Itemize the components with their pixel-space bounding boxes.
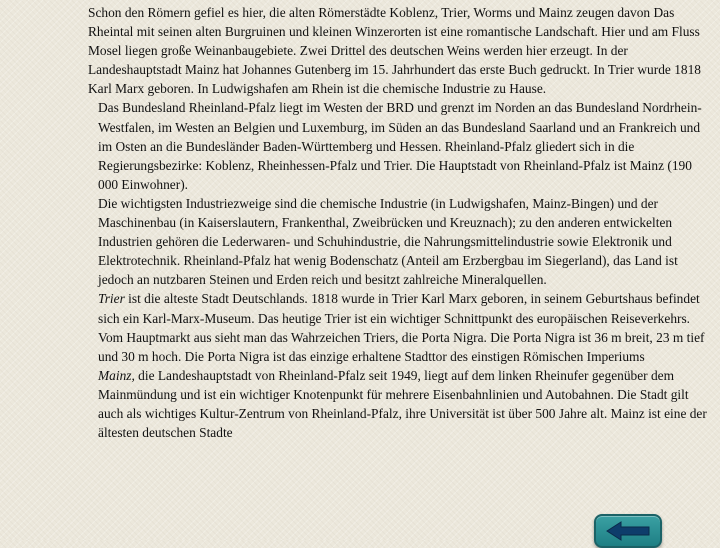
paragraph-industry: [88, 194, 714, 289]
paragraph-body: Das Bundesland Rheinland-Pfalz liegt im Westen der BRD und grenzt im Norden an das Bundesland Nordrhein-Westfalen, im Westen an Belgien und Luxemburg, im Süden an das Bundesland Saarland und an Frankreich und im Osten an die Bundesländer Baden-Württemberg und Hessen. Rheinland-Pfalz gliedert sich in die Regierungsbezirke: Koblenz, Rheinhessen-Pfalz und Trier. Die Hauptstadt von Rheinland-Pfalz ist Mainz (190 000 Einwohner).: [98, 100, 702, 192]
paragraph-body: Schon den Römern gefiel es hier, die alten Römerstädte Koblenz, Trier, Worms und Mainz zeugen davon Das Rheintal mit seinen alten Burgruinen und kleinen Winzerorten ist eine romantische Landschaft. Hier und am Fluss Mosel liegen große Weinanbaugebiete. Zwei Drittel des deutschen Weins werden hier erzeugt. In der Landeshauptstadt Mainz hat Johannes Gutenberg im 15. Jahrhundert das erste Buch gedruckt. In Trier wurde 1818 Karl Marx geboren. In Ludwigshafen am Rhein ist die chemische Industrie zu Hause.: [88, 5, 701, 97]
back-button[interactable]: [594, 514, 662, 548]
paragraph-romans: [88, 3, 714, 98]
paragraph-body: ist die alteste Stadt Deutschlands. 1818 wurde in Trier Karl Marx geboren, in seinem Geburtshaus befindet sich ein Karl-Marx-Museum. Das heutige Trier ist ein wichtiger Schnittpunkt des europäischen Reiseverkehrs. Vom Hauptmarkt aus sieht man das Wahrzeichen Triers, die Porta Nigra. Die Porta Nigra ist 36 m breit, 23 m tief und 30 m hoch. Die Porta Nigra ist das einzige erhaltene Stadttor des einstigen Römischen Imperiums: [98, 291, 705, 364]
paragraph-body: Die wichtigsten Industriezweige sind die chemische Industrie (in Ludwigshafen, Mainz-Bingen) und der Maschinenbau (in Kaiserslautern, Frankenthal, Zweibrücken und Kreuznach); zu den anderen entwickelten Industrien gehören die Lederwaren- und Schuhindustrie, die Nahrungsmittelindustrie sowie Elektronik und Elektrotechnik. Rheinland-Pfalz hat wenig Bodenschatz (Anteil am Erzbergbau im Siegerland), das Land ist jedoch an nutzbaren Steinen und Erden reich und besitzt zahlreiche Mineralquellen.: [98, 195, 678, 288]
paragraph-body: die Landeshauptstadt von Rheinland-Pfalz seit 1949, liegt auf dem linken Rheinufer gegenüber dem Mainmündung und ist ein wichtiger Knotenpunkt für mehrere Eisenbahnlinien und Autobahnen. Die Stadt gilt auch als wichtiges Kultur-Zentrum von Rheinland-Pfalz, ihre Universität ist über 500 Jahre alt. Mainz ist eine der ältesten deutschen Stadte: [98, 367, 707, 441]
paragraph-trier: [88, 289, 714, 365]
paragraph-mainz: [88, 366, 714, 442]
arrow-left-icon: [604, 520, 652, 542]
document-text: [88, 3, 714, 442]
paragraph-lead-mainz: Mainz,: [98, 367, 135, 383]
paragraph-lead-trier: Trier: [98, 291, 125, 307]
paragraph-geography: [88, 98, 714, 193]
